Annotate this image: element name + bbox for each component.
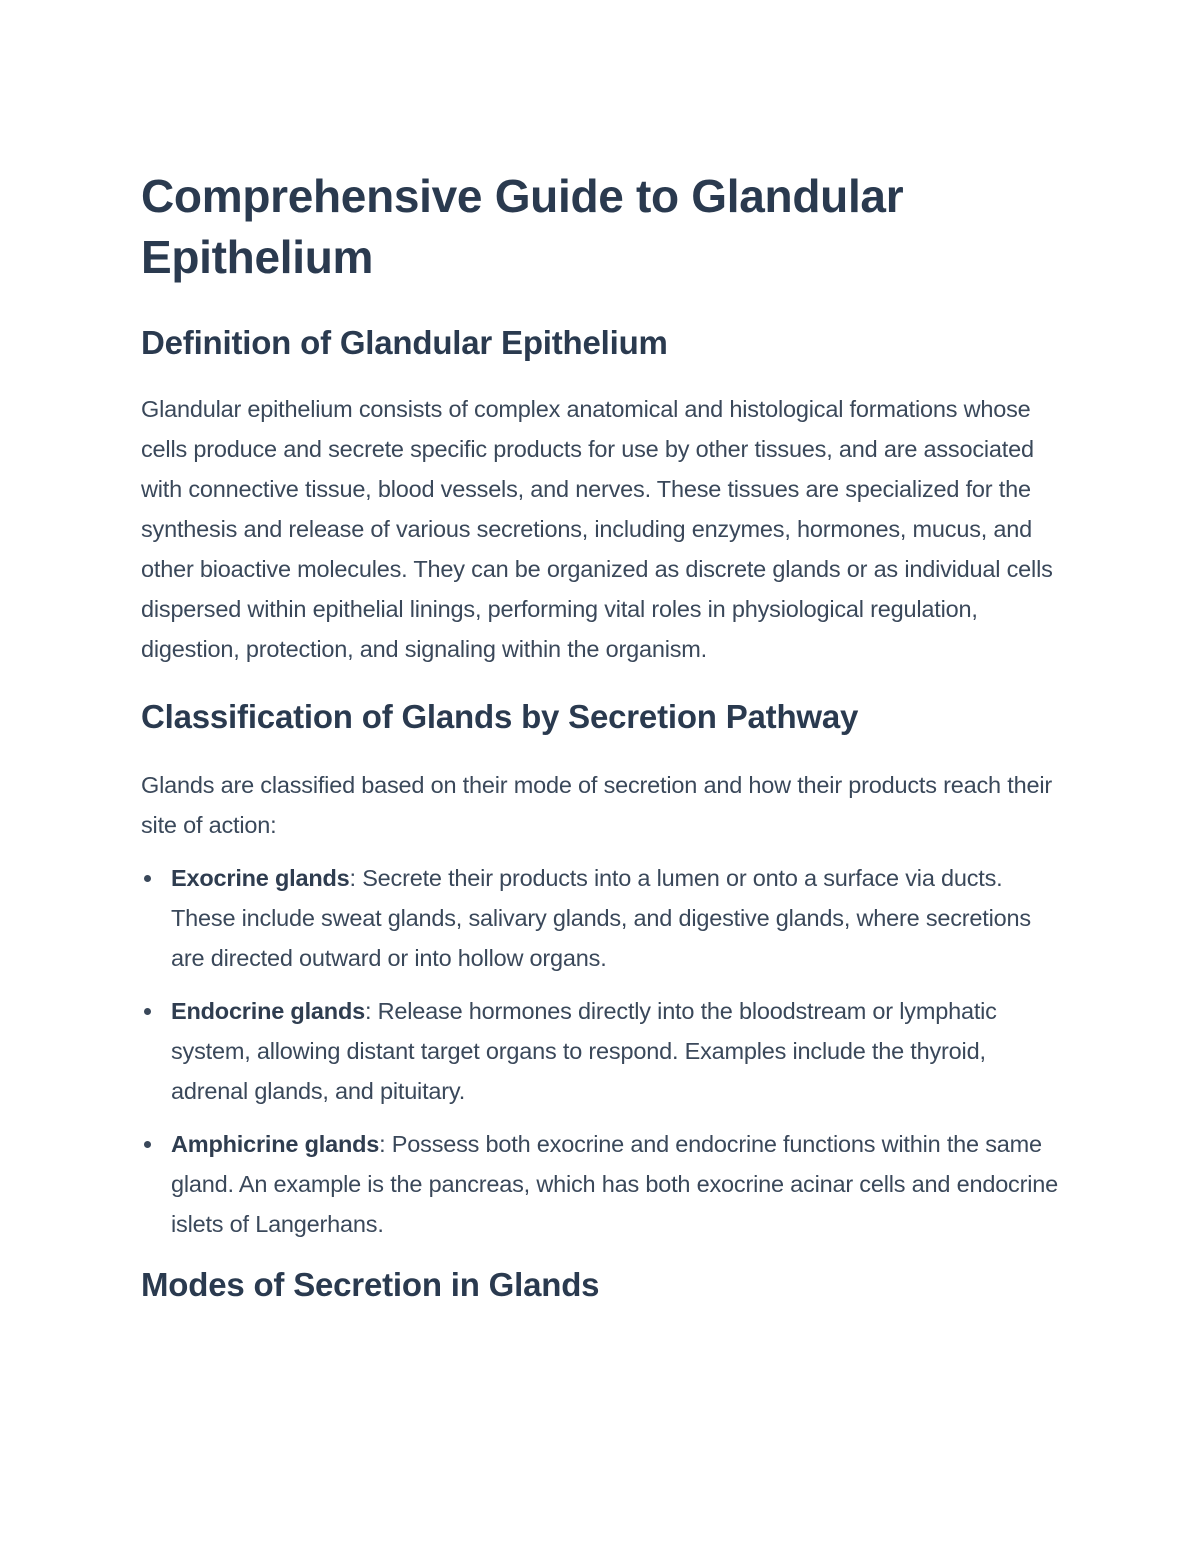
list-item-term: Endocrine glands <box>171 998 365 1024</box>
definition-paragraph: Glandular epithelium consists of complex anatomical and histological formations whose cells produce and secrete specific products for use by other tissues, and are associated with connective tissue, blood vessels, and nerves. These tissues are specialized for the synthesis and release of various secretions, including enzymes, hormones, mucus, and other bioactive molecules. They can be organized as discrete glands or as individual cells dispersed within epithelial linings, performing vital roles in physiological regulation, digestion, protection, and signaling within the organism. <box>141 396 1053 662</box>
classification-intro: Glands are classified based on their mode of secretion and how their products reach their site of action: <box>141 772 1052 838</box>
document-page <box>141 166 1061 1306</box>
section-heading-classification: Classification of Glands by Secretion Pathway <box>141 698 859 735</box>
section-heading-modes: Modes of Secretion in Glands <box>141 1266 600 1303</box>
list-item-exocrine <box>141 858 1061 978</box>
list-item-amphicrine <box>141 1124 1061 1244</box>
list-item-term: Amphicrine glands <box>171 1131 380 1157</box>
document-title: Comprehensive Guide to Glandular Epithelium <box>141 170 904 283</box>
list-item-text: : Possess both exocrine and endocrine functions within the same gland. An example is the pancreas, which has both exocrine acinar cells and endocrine islets of Langerhans. <box>171 1131 1058 1237</box>
list-item-text: : Release hormones directly into the bloodstream or lymphatic system, allowing distant target organs to respond. Examples include the thyroid, adrenal glands, and pituitary. <box>171 998 997 1104</box>
gland-type-list <box>141 858 1061 1244</box>
list-item-endocrine <box>141 991 1061 1111</box>
list-item-text: : Secrete their products into a lumen or onto a surface via ducts. These include sweat glands, salivary glands, and digestive glands, where secretions are directed outward or into hollow organs. <box>171 865 1031 971</box>
list-item-term: Exocrine glands <box>171 865 350 891</box>
section-heading-definition: Definition of Glandular Epithelium <box>141 324 668 361</box>
